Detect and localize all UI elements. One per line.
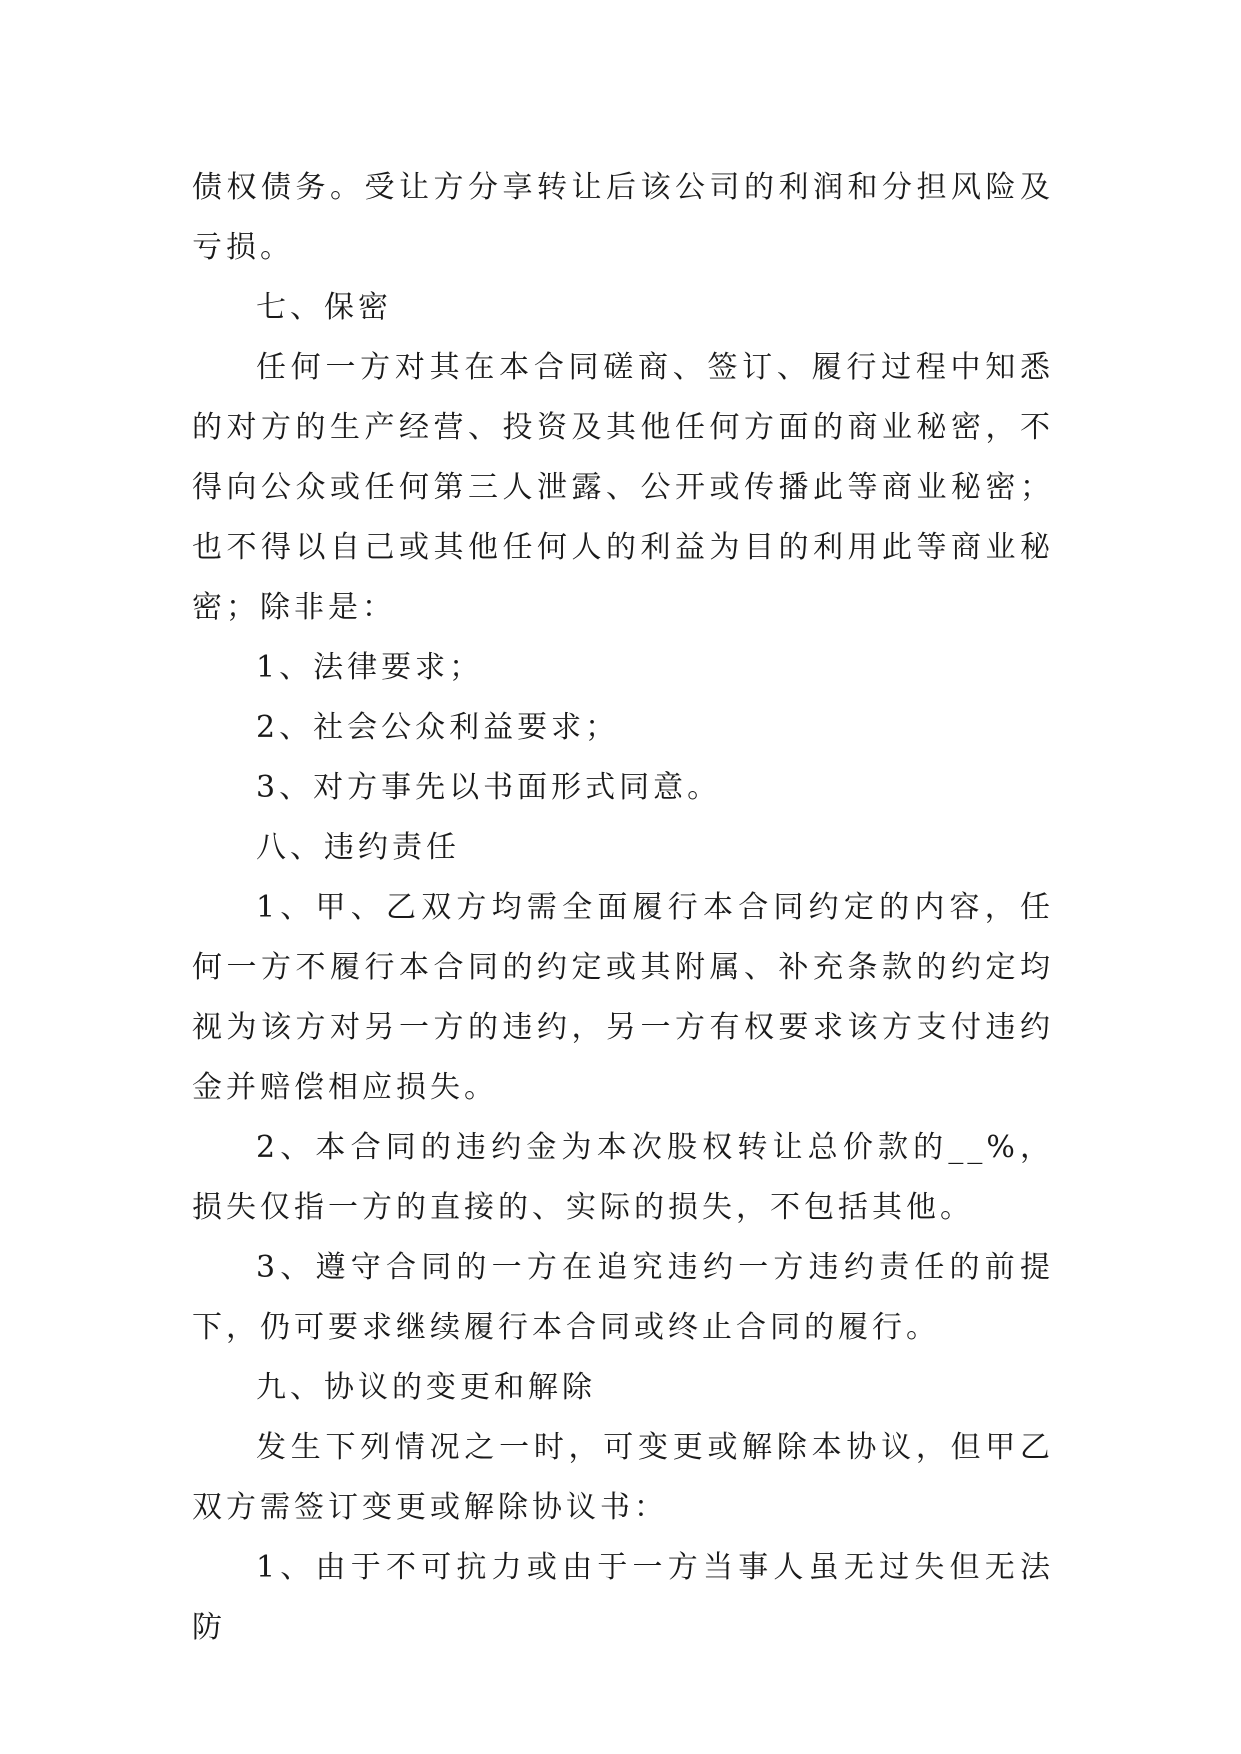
paragraph-amendment-conditions: 发生下列情况之一时，可变更或解除本协议，但甲乙双方需签订变更或解除协议书： [192,1430,1054,1525]
paragraph-force-majeure: 1、由于不可抗力或由于一方当事人虽无过失但无法防 [192,1550,1054,1645]
paragraph-breach-1: 1、甲、乙双方均需全面履行本合同约定的内容，任何一方不履行本合同的约定或其附属、补充条款的约定均视为该方对另一方的违约，另一方有权要求该方支付违约金并赔偿相应损失。 [192,890,1054,1105]
paragraph-debt-continuation: 债权债务。受让方分享转让后该公司的利润和分担风险及亏损。 [192,170,1054,265]
section-heading-breach-liability: 八、违约责任 [256,830,460,865]
paragraph-confidentiality: 任何一方对其在本合同磋商、签订、履行过程中知悉的对方的生产经营、投资及其他任何方面的商业秘密，不得向公众或任何第三人泄露、公开或传播此等商业秘密；也不得以自己或其他任何人的利益为目的利用此等商业秘密；除非是： [192,350,1054,625]
section-heading-confidentiality: 七、保密 [256,290,392,325]
document-body [192,158,1054,1658]
paragraph-breach-2: 2、本合同的违约金为本次股权转让总价款的__%，损失仅指一方的直接的、实际的损失，不包括其他。 [192,1130,1054,1225]
list-item-public-interest: 2、社会公众利益要求； [256,710,620,745]
list-item-written-consent: 3、对方事先以书面形式同意。 [256,770,722,805]
list-item-legal-requirement: 1、法律要求； [256,650,484,685]
section-heading-amendment-termination: 九、协议的变更和解除 [256,1370,596,1405]
paragraph-breach-3: 3、遵守合同的一方在追究违约一方违约责任的前提下，仍可要求继续履行本合同或终止合同的履行。 [192,1250,1054,1345]
